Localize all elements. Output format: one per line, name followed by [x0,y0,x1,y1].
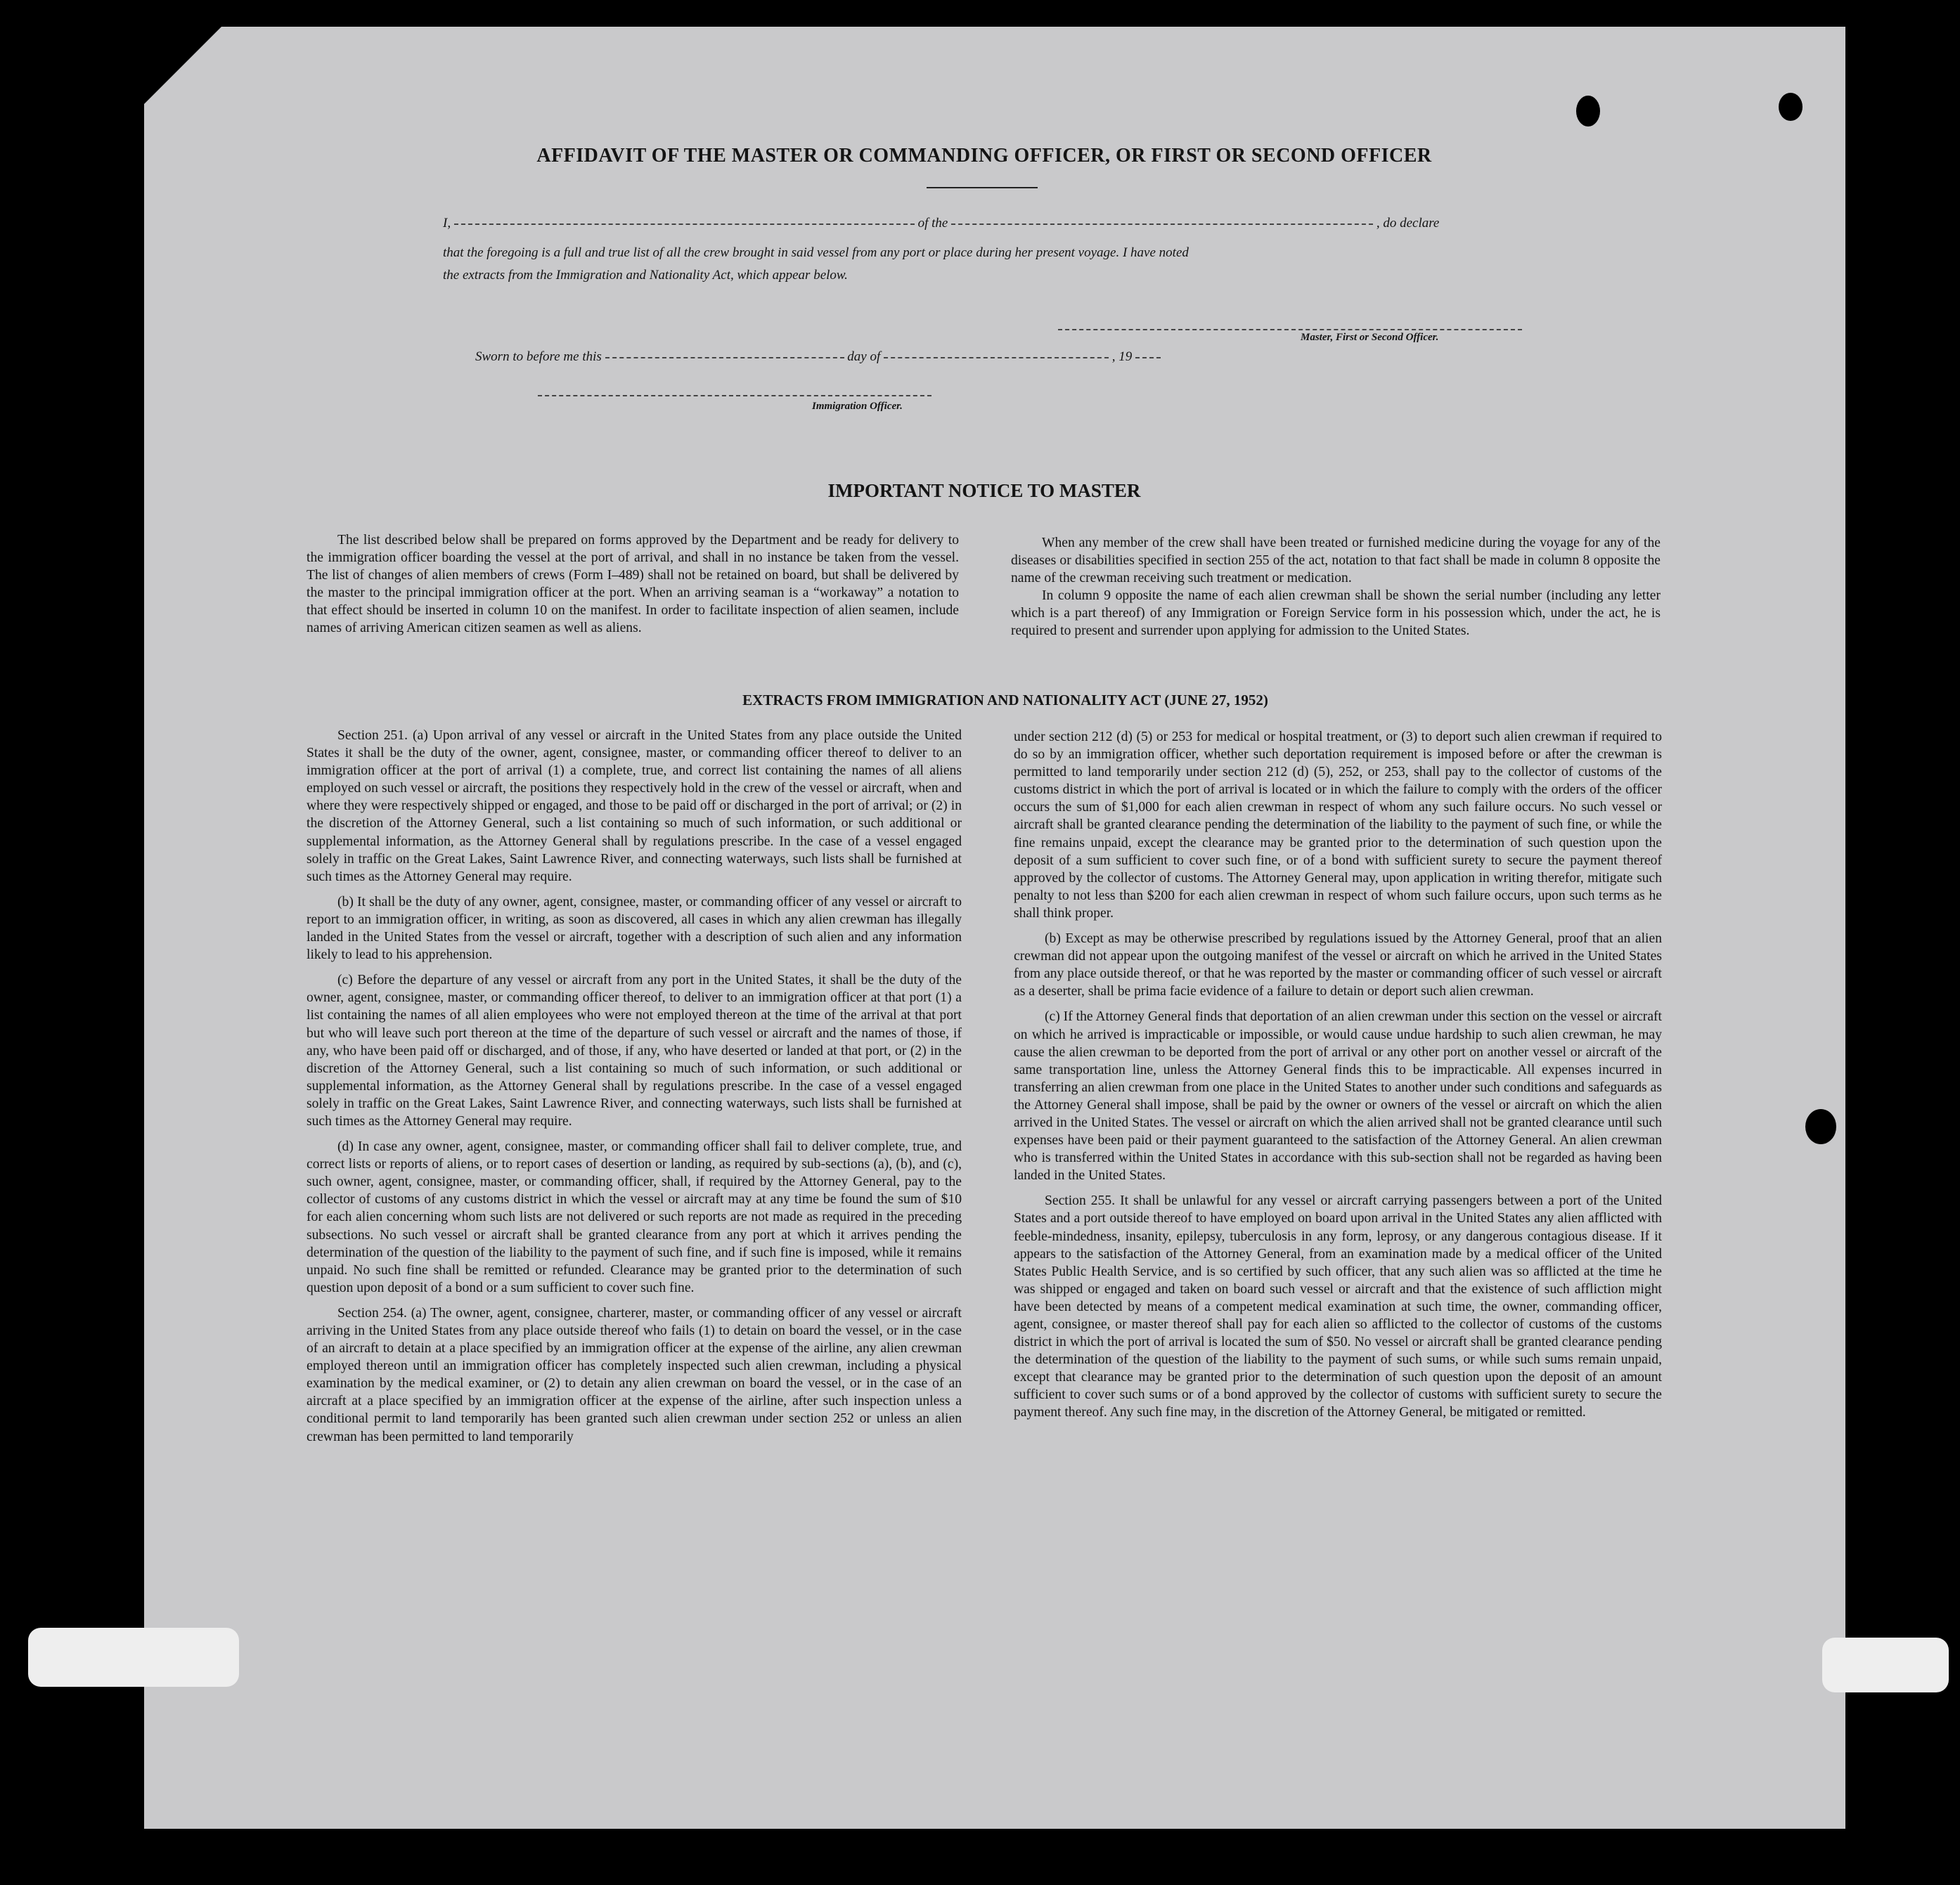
immigration-caption: Immigration Officer. [812,401,903,412]
extracts-heading: EXTRACTS FROM IMMIGRATION AND NATIONALITY ACT (JUNE 27, 1952) [742,692,1268,708]
affidavit-title: AFFIDAVIT OF THE MASTER OR COMMANDING OFFICER, OR FIRST OR SECOND OFFICER [536,145,1432,167]
section-251-c: (c) Before the departure of any vessel or aircraft from any port in the United States, it shall be the duty of the owner, agent, consignee, master, or commanding officer thereof, to deliver to an immigration officer at that port (1) a list containing the names of all alien employees who were not employed thereon at the time of the arrival at that port but who will leave such port thereon at the time of the departure of such vessel or aircraft and the names of those, if any, who have been paid off or discharged, and of those, if any, who have deserted or landed at that port, or (2) in the discretion of the Attorney General, such a list containing so much of such information, or such additional or supplemental information, as the Attorney General shall by regulations prescribe. In the case of a vessel engaged solely in traffic on the Great Lakes, Saint Lawrence River, and connecting waterways, such lists shall be furnished at such times as the Attorney General may require. [307,973,962,1129]
extracts-left-column [307,727,962,1446]
immigration-signature-line [538,395,931,396]
master-caption: Master, First or Second Officer. [1301,332,1439,343]
notice-heading: IMPORTANT NOTICE TO MASTER [827,480,1141,501]
name-blank [454,224,915,225]
notice-right-paragraph-1: When any member of the crew shall have been treated or furnished medicine during the voyage for any of the diseases or disabilities specified in section 255 of the act, notation to that fact shall be made in column 8 opposite the name of the crewman receiving such treatment or medication. [1011,536,1661,586]
scanner-clip-right [1822,1638,1949,1692]
notice-left-column [307,531,959,637]
notice-left-paragraph: The list described below shall be prepared on forms approved by the Department and be ready for delivery to the immigration officer boarding the vessel at the port of arrival, and shall in no instance be taken from the vessel. The list of changes of alien members of crews (Form I–489) shall not be retained on board, but shall be delivered by the master to the principal immigration officer at the port. When an arriving seaman is a “workaway” a notation to that effect should be inserted in column 10 on the manifest. In order to facilitate inspection of alien seamen, include names of arriving American citizen seamen as well as aliens. [307,533,959,636]
of-the-label: of the [917,216,948,231]
title-underline [927,187,1038,188]
i-label: I, [443,216,451,231]
do-declare-label: , do declare [1376,216,1440,231]
declaration-line-2: that the foregoing is a full and true list of all the crew brought in said vessel from any port or place during her present voyage. I have noted [443,245,1189,260]
punch-hole-top-right [1779,93,1803,121]
section-254-c: (c) If the Attorney General finds that deportation of an alien crewman under this section on the vessel or aircraft on which he arrived is impracticable or impossible, or would cause undue hardship to such alien crewman, he may cause the alien crewman to be deported from the port of arrival or any other port on another vessel or aircraft of the same transportation line, unless the Attorney General finds this to be impracticable. All expenses incurred in transferring an alien crewman from one place in the United States to another under such conditions and safeguards as the Attorney General shall impose, shall be paid by the owner or owners of the vessel or aircraft on which the alien arrived in the United States. The vessel or aircraft on which the alien arrived shall not be granted clearance until such expenses have been paid or their payment guaranteed to the satisfaction of the Attorney General. An alien crewman who is transferred within the United States in accordance with this sub-section shall not be regarded as having been landed in the United States. [1014,1009,1662,1184]
sworn-year-blank [1135,357,1161,358]
notice-right-column [1011,534,1661,640]
section-254-b: (b) Except as may be otherwise prescribed by regulations issued by the Attorney General, proof that an alien crewman did not appear upon the outgoing manifest of the vessel or aircraft on which he arrived in the United States from any place outside thereof, or that he was reported by the master or commanding officer of such vessel or aircraft as a deserter, shall be prima facie evidence of a failure to detain or deport such alien crewman. [1014,931,1662,999]
notice-right-paragraph-2: In column 9 opposite the name of each alien crewman shall be shown the serial number (including any letter which is a part thereof) of any Immigration or Foreign Service form in his possession which, under the act, he is required to present and surrender upon applying for admission to the United States. [1011,588,1661,639]
master-signature-line [1058,329,1522,330]
section-254-a-start: Section 254. (a) The owner, agent, consignee, charterer, master, or commanding officer of any vessel or aircraft arriving in the United States from any place outside thereof who fails (1) to detain on board the vessel, or in the case of an aircraft to detain at a place specified by an immigration officer at the expense of the airline, any alien crewman employed thereon until an immigration officer has completely inspected such alien crewman, including a physical examination by the medical examiner, or (2) to detain any alien crewman on board the vessel, or in the case of an aircraft at a place specified by an immigration officer at the expense of the airline, after such inspection unless a conditional permit to land temporarily has been granted such alien crewman under section 252 or unless an alien crewman has been permitted to land temporarily [307,1305,962,1444]
section-254-a-continued: under section 212 (d) (5) or 253 for medical or hospital treatment, or (3) to deport such alien crewman if required to do so by an immigration officer, whether such deportation requirement is imposed before or after the crewman is permitted to land temporarily under section 212 (d) (5), 252, or 253, shall pay to the collector of customs of the customs district in which the port of arrival is located or in which the failure to comply with the orders of the officer occurs the sum of $1,000 for each alien crewman in respect of whom any such failure occurs. No such vessel or aircraft shall be granted clearance pending the determination of the liability to the payment of such fine, or while the fine remains unpaid, except the clearance may be granted prior to the determination of such question upon the deposit of a sum sufficient to cover such fine, or of a bond with sufficient surety to secure the payment thereof approved by the collector of customs. The Attorney General may, upon application in writing therefor, mitigate such penalty to not less than $200 for each alien crewman in respect of whom such failure occurs, upon such terms as he shall think proper. [1014,730,1662,921]
page-corner-fold [144,27,221,104]
sworn-month-blank [884,357,1109,358]
scanner-clip-left [28,1628,239,1687]
punch-hole-right [1805,1109,1836,1144]
sworn-label: Sworn to before me this [475,349,602,364]
day-of-label: day of [847,349,881,364]
year-label: , 19 [1111,349,1133,364]
sworn-day-blank [605,357,844,358]
section-255: Section 255. It shall be unlawful for any vessel or aircraft carrying passengers between a port of the United States and a port outside thereof to have employed on board upon arrival in the United States any alien afflicted with feeble-mindedness, insanity, epilepsy, tuberculosis in any form, leprosy, or any dangerous contagious disease. If it appears to the satisfaction of the Attorney General, from an examination made by a medical officer of the United States Public Health Service, and is so certified by such officer, that any such alien was so afflicted at the time he was shipped or engaged and taken on board such vessel or aircraft and that the existence of such affliction might have been detected by means of a competent medical examination at such time, the owner, commanding officer, agent, consignee, or master thereof shall pay for each alien so afflicted to the collector of customs of the customs district in which the port of arrival is located the sum of $50. No vessel or aircraft shall be granted clearance pending the determination of the question of the liability to the payment of such sums, or while such sums remain unpaid, except that clearance may be granted prior to the determination of such question upon the deposit of an amount sufficient to cover such sums or of a bond approved by the collector of customs with sufficient surety to secure the payment thereof. Any such fine may, in the discretion of the Attorney General, be mitigated or remitted. [1014,1193,1662,1420]
vessel-blank [951,224,1373,225]
declaration-line-1 [443,212,1526,235]
section-251-d: (d) In case any owner, agent, consignee, master, or commanding officer shall fail to deliver complete, true, and correct lists or reports of aliens, or to report cases of desertion or landing, as required by sub-sections (a), (b), and (c), such owner, agent, consignee, master, or commanding officer, shall, if required by the Attorney General, pay to the collector of customs of any customs district in which the vessel or aircraft may at any time be found the sum of $10 for each alien concerning whom such lists are not delivered or such reports are not made as required in the preceding subsections. No such vessel or aircraft shall be granted clearance from any port at which it arrives pending the determination of the question of the liability to the payment of such fine, and if such fine is imposed, while it remains unpaid. No such fine shall be remitted or refunded. Clearance may be granted prior to the determination of such question upon deposit of a bond or a sum sufficient to cover such fine. [307,1139,962,1295]
sworn-line [475,346,1319,368]
declaration-line-3: the extracts from the Immigration and Nationality Act, which appear below. [443,268,848,283]
ink-blot-top [1576,96,1600,127]
section-251-b: (b) It shall be the duty of any owner, agent, consignee, master, or commanding officer of any vessel or aircraft to report to an immigration officer, in writing, as soon as discovered, all cases in which any alien crewman has illegally landed in the United States from the vessel or aircraft, together with a description of such alien and any information likely to lead to his apprehension. [307,894,962,963]
section-251-a: Section 251. (a) Upon arrival of any vessel or aircraft in the United States from any place outside the United States it shall be the duty of the owner, agent, consignee, master, or commanding officer thereof to deliver to an immigration officer at the port of arrival (1) a complete, true, and correct list containing the names of all aliens employed on such vessel or aircraft, the positions they respectively hold in the crew of the vessel or aircraft, when and where they were respectively shipped or engaged, and those to be paid off or discharged in the port of arrival; or (2) in the discretion of the Attorney General, such a list containing so much of such information, or such additional or supplemental information, as the Attorney General shall by regulations prescribe. In the case of a vessel engaged solely in traffic on the Great Lakes, Saint Lawrence River, and connecting waterways, such lists shall be furnished at such times as the Attorney General may require. [307,728,962,884]
extracts-right-column [1014,728,1662,1422]
